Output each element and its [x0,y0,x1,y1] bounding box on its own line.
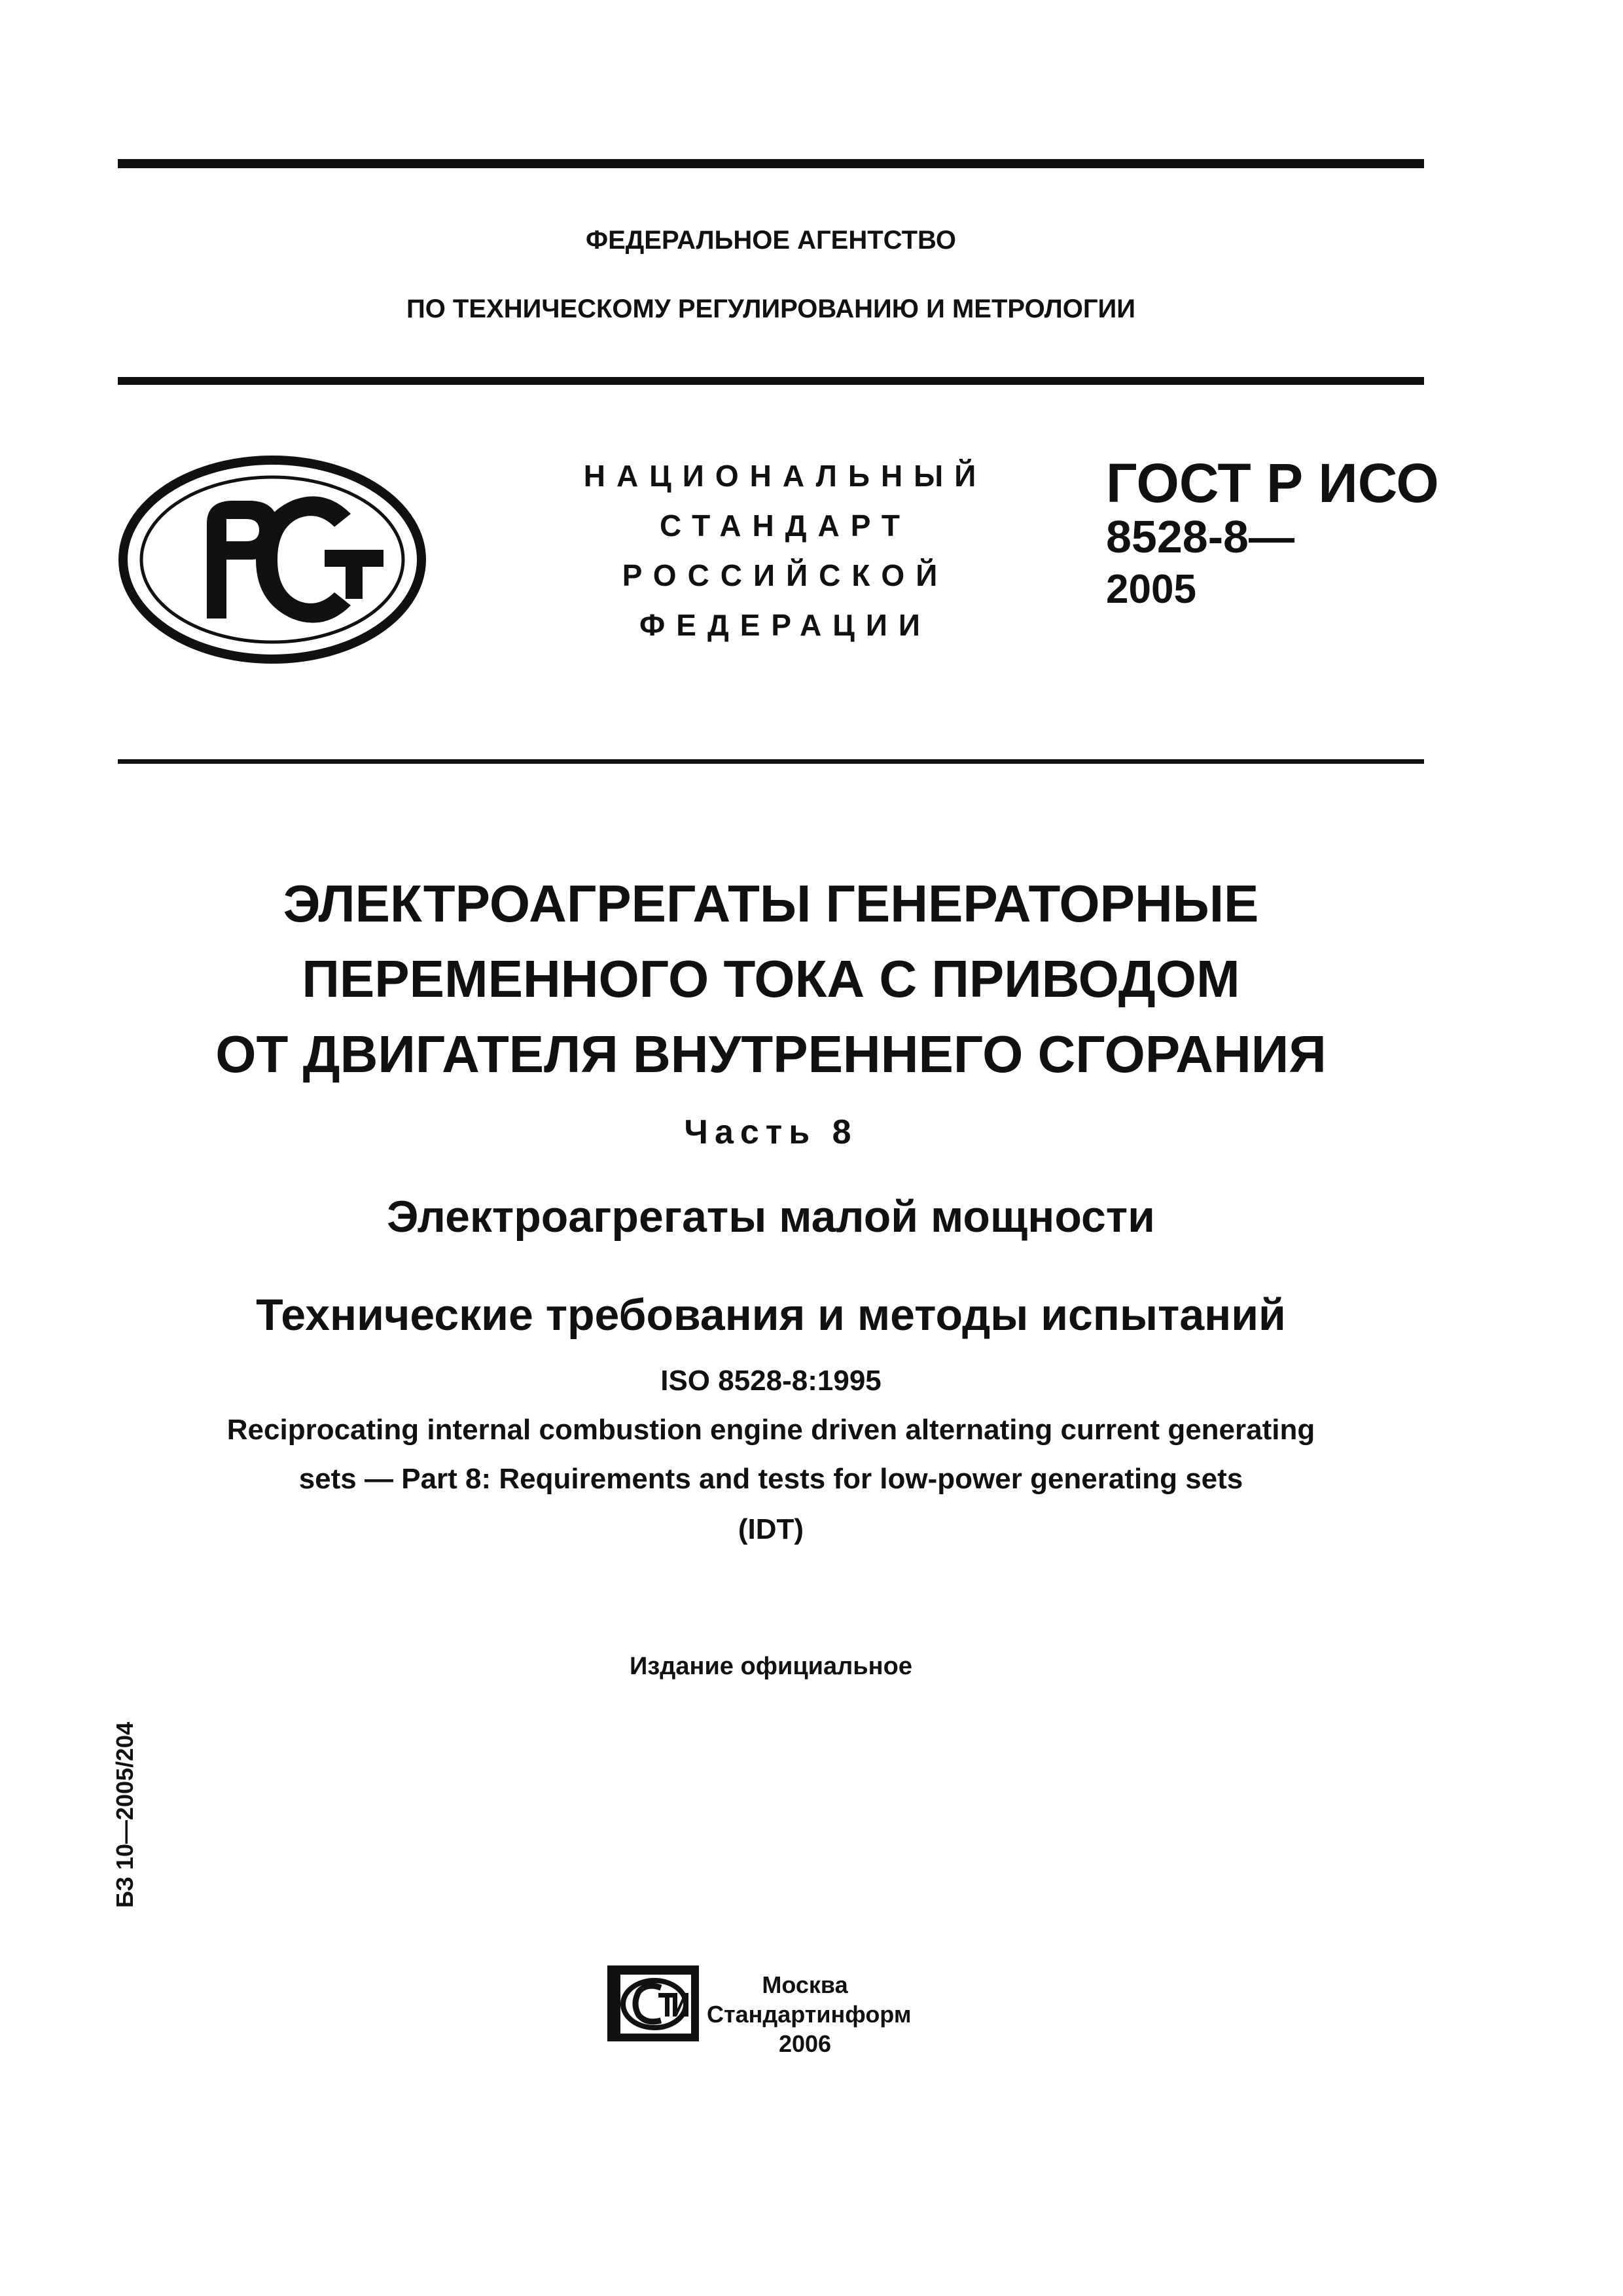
rst-logo-icon [115,452,429,668]
subtitle: Электроагрегаты малой мощности [387,1192,1155,1242]
agency-bottom-rule [118,377,1424,385]
national-line-1: НАЦИОНАЛЬНЫЙ [583,459,988,493]
official-edition: Издание официальное [630,1653,912,1680]
iso-code: ISO 8528-8:1995 [660,1365,882,1397]
top-rule [118,159,1424,168]
designation-bottom-rule [118,759,1424,764]
iso-title-line-2: sets — Part 8: Requirements and tests for low-power generating sets [298,1463,1243,1495]
publisher-name: Стандартинформ [707,2001,912,2028]
designation-line-1: ГОСТ Р ИСО [1106,452,1439,514]
publisher-city: Москва [762,1971,848,1998]
designation-line-3: 2005 [1106,567,1196,612]
national-line-3: РОССИЙСКОЙ [622,558,949,592]
requirements-title: Технические требования и методы испытаний [256,1290,1286,1340]
publisher-year: 2006 [778,2030,832,2057]
side-code: БЗ 10—2005/204 [111,1721,138,1908]
national-line-2: СТАНДАРТ [660,509,911,543]
national-line-4: ФЕДЕРАЦИИ [639,608,931,642]
iso-title-line-1: Reciprocating internal combustion engine driven alternating current generating [226,1414,1315,1446]
title-line-3: ОТ ДВИГАТЕЛЯ ВНУТРЕННЕГО СГОРАНИЯ [215,1025,1327,1083]
title-line-1: ЭЛЕКТРОАГРЕГАТЫ ГЕНЕРАТОРНЫЕ [283,874,1259,933]
title-line-2: ПЕРЕМЕННОГО ТОКА С ПРИВОДОМ [302,950,1240,1008]
standartinform-logo-icon [607,1965,705,2047]
designation-line-2: 8528-8— [1106,511,1294,562]
agency-line-1: ФЕДЕРАЛЬНОЕ АГЕНТСТВО [585,226,957,255]
agency-line-2: ПО ТЕХНИЧЕСКОМУ РЕГУЛИРОВАНИЮ И МЕТРОЛОГИИ [406,295,1136,323]
iso-idt: (IDT) [738,1513,804,1545]
part-label: Часть 8 [684,1113,858,1151]
